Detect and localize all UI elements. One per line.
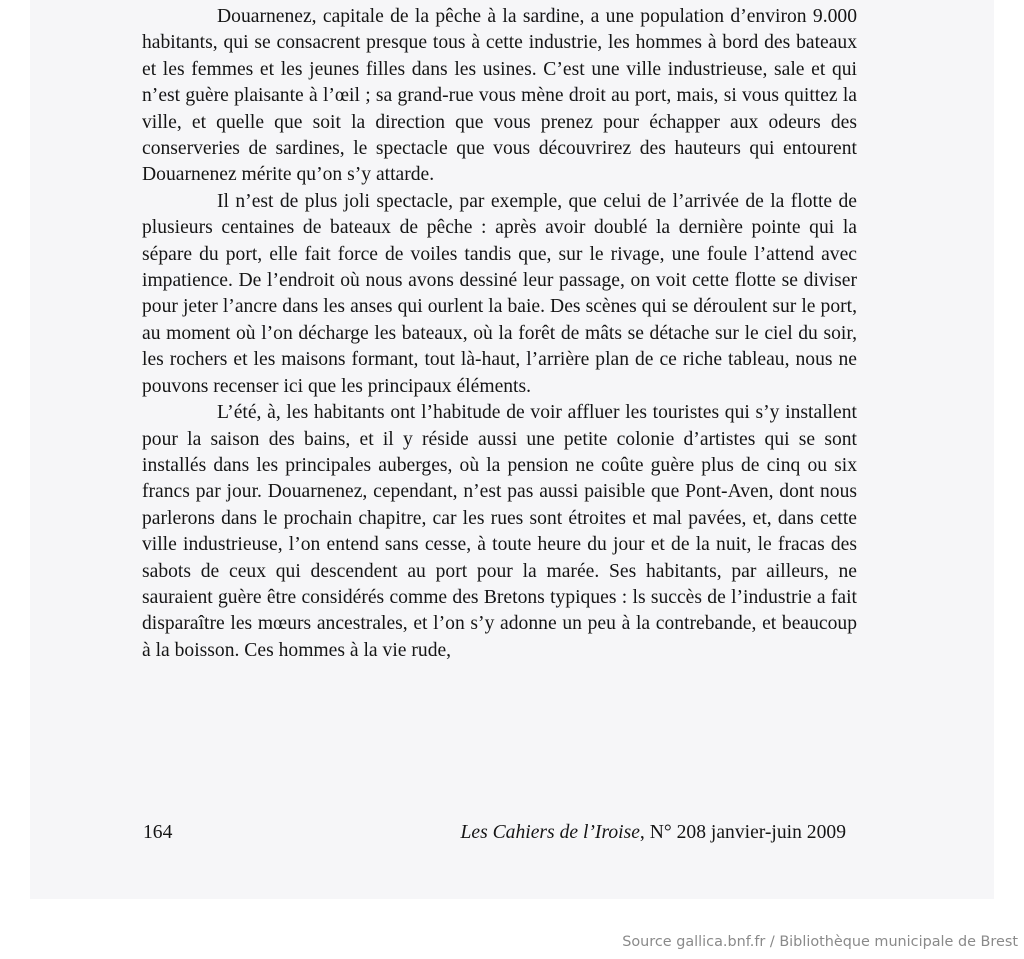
journal-citation [461, 822, 847, 844]
source-credit: Source gallica.bnf.fr / Bibliothèque municipale de Brest [622, 934, 1018, 950]
page-number: 164 [143, 822, 173, 843]
body-text [142, 4, 857, 664]
paragraph-2: Il n’est de plus joli spectacle, par exemple, que celui de l’arrivée de la flotte de plusieurs centaines de bateaux de pêche : après avoir doublé la dernière pointe qui la sépare du port, elle fait force de voiles tandis que, sur le rivage, une foule l’attend avec impatience. De l’endroit où nous avons dessiné leur passage, on voit cette flotte se diviser pour jeter l’ancre dans les anses qui ourlent la baie. Des scènes qui se déroulent sur le port, au moment où l’on décharge les bateaux, où la forêt de mâts se détache sur le ciel du soir, les rochers et les maisons formant, tout là-haut, l’arrière plan de ce riche tableau, nous ne pouvons recenser ici que les principaux éléments. [142, 190, 857, 397]
scanned-page [30, 0, 994, 899]
paragraph-1: Douarnenez, capitale de la pêche à la sardine, a une population d’environ 9.000 habitants, qui se consacrent presque tous à cette industrie, les hommes à bord des bateaux et les femmes et les jeunes filles dans les usines. C’est une ville industrieuse, sale et qui n’est guère plaisante à l’œil ; sa grand-rue vous mène droit au port, mais, si vous quittez la ville, et quelle que soit la direction que vous prenez pour échapper aux odeurs des conserveries de sardines, le spectacle que vous découvrirez des hauteurs qui entourent Douarnenez mérite qu’on s’y attarde. [142, 6, 857, 186]
paragraph-3: L’été, à, les habitants ont l’habitude de voir affluer les touristes qui s’y installent pour la saison des bains, et il y réside aussi une petite colonie d’artistes qui se sont installés dans les principales auberges, où la pension ne coûte guère plus de cinq ou six francs par jour. Douarnenez, cependant, n’est pas aussi paisible que Pont-Aven, dont nous parlerons dans le prochain chapitre, car les rues sont étroites et mal pavées, et, dans cette ville industrieuse, l’on entend sans cesse, à toute heure du jour et de la nuit, le fracas des sabots de ceux qui descendent au port pour la marée. Ses habitants, par ailleurs, ne sauraient guère être considérés comme des Bretons typiques : ls succès de l’industrie a fait disparaître les mœurs ancestrales, et l’on s’y adonne un peu à la contrebande, et beaucoup à la boisson. Ces hommes à la vie rude, [142, 402, 857, 661]
journal-issue: , N° 208 janvier-juin 2009 [639, 822, 846, 843]
journal-title: Les Cahiers de l’Iroise [460, 822, 640, 843]
